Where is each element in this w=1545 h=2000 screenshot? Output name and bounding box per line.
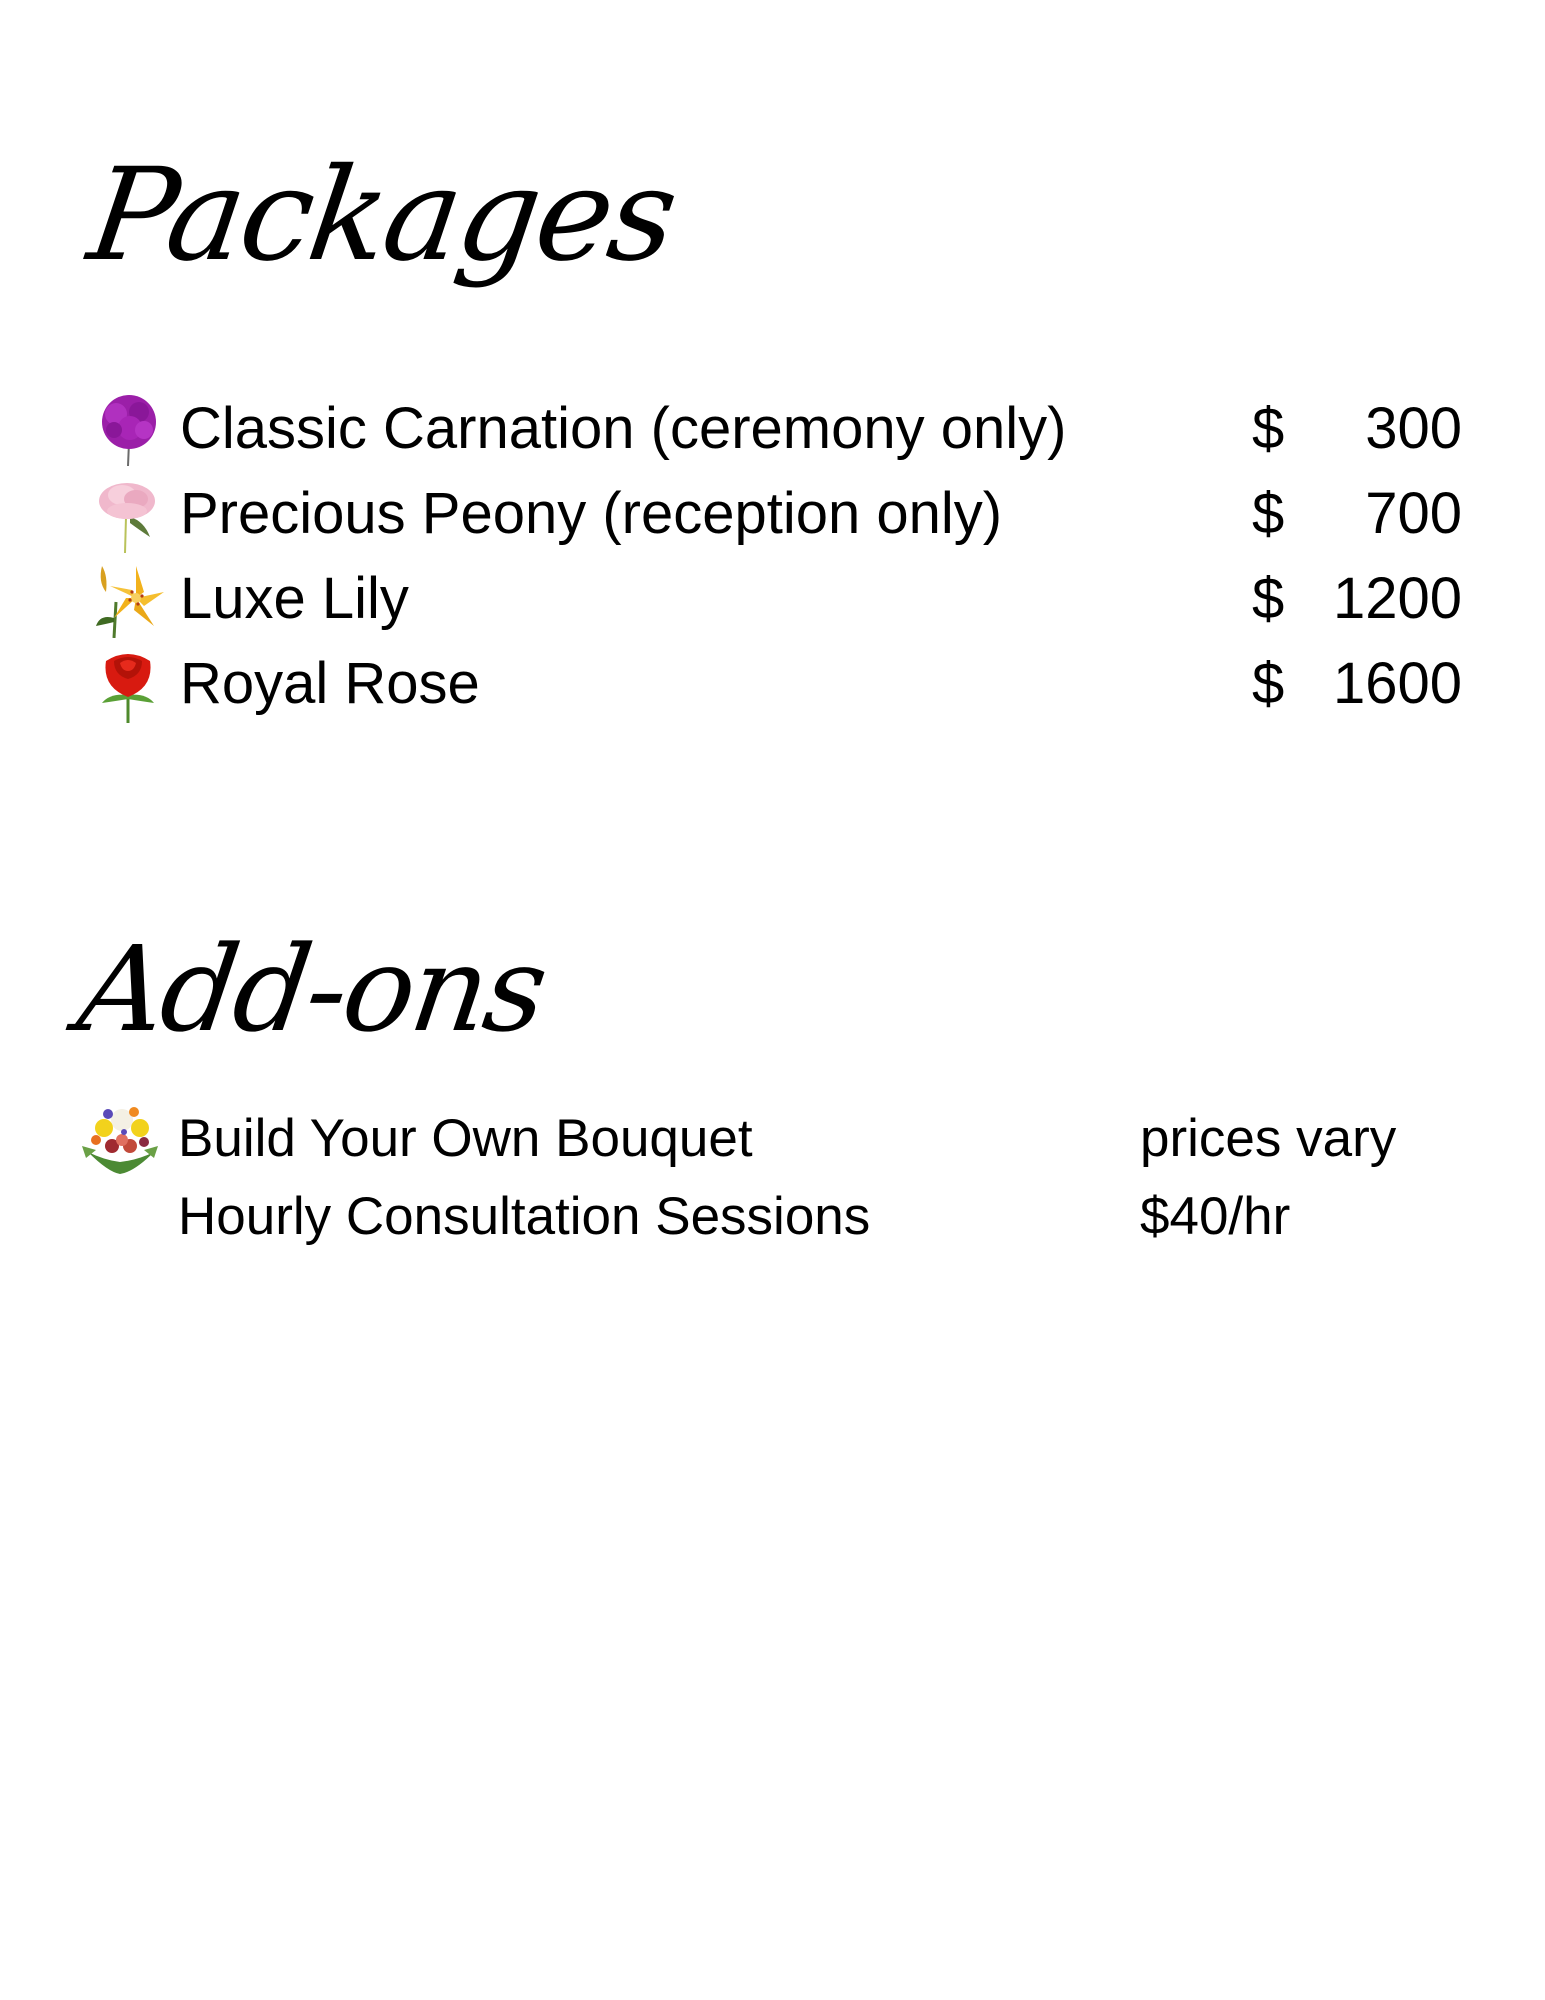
lily-icon xyxy=(92,562,166,638)
packages-heading: Packages xyxy=(80,141,684,290)
currency-symbol: $ xyxy=(1252,651,1285,716)
package-row-carnation xyxy=(0,386,1545,471)
package-row-rose xyxy=(0,641,1545,726)
carnation-icon xyxy=(92,392,166,468)
addon-price: $40/hr xyxy=(1140,1187,1291,1246)
package-row-peony xyxy=(0,471,1545,556)
price-amount: 300 xyxy=(1365,396,1462,461)
package-name: Luxe Lily xyxy=(180,566,409,631)
bouquet-icon xyxy=(78,1102,162,1174)
price-amount: 700 xyxy=(1365,481,1462,546)
package-name: Royal Rose xyxy=(180,651,480,716)
addons-heading: Add-ons xyxy=(70,920,553,1058)
currency-symbol: $ xyxy=(1252,396,1285,461)
peony-icon xyxy=(92,477,166,553)
currency-symbol: $ xyxy=(1252,566,1285,631)
package-name: Classic Carnation (ceremony only) xyxy=(180,396,1067,461)
currency-symbol: $ xyxy=(1252,481,1285,546)
addon-name: Hourly Consultation Sessions xyxy=(178,1187,871,1246)
price-amount: 1600 xyxy=(1332,651,1462,716)
addon-price: prices vary xyxy=(1140,1109,1397,1168)
rose-icon xyxy=(92,647,166,723)
package-row-lily xyxy=(0,556,1545,641)
addon-row-bouquet xyxy=(0,1100,1545,1178)
addon-name: Build Your Own Bouquet xyxy=(178,1109,753,1168)
price-amount: 1200 xyxy=(1332,566,1462,631)
package-name: Precious Peony (reception only) xyxy=(180,481,1003,546)
addon-row-consultation xyxy=(0,1178,1545,1256)
